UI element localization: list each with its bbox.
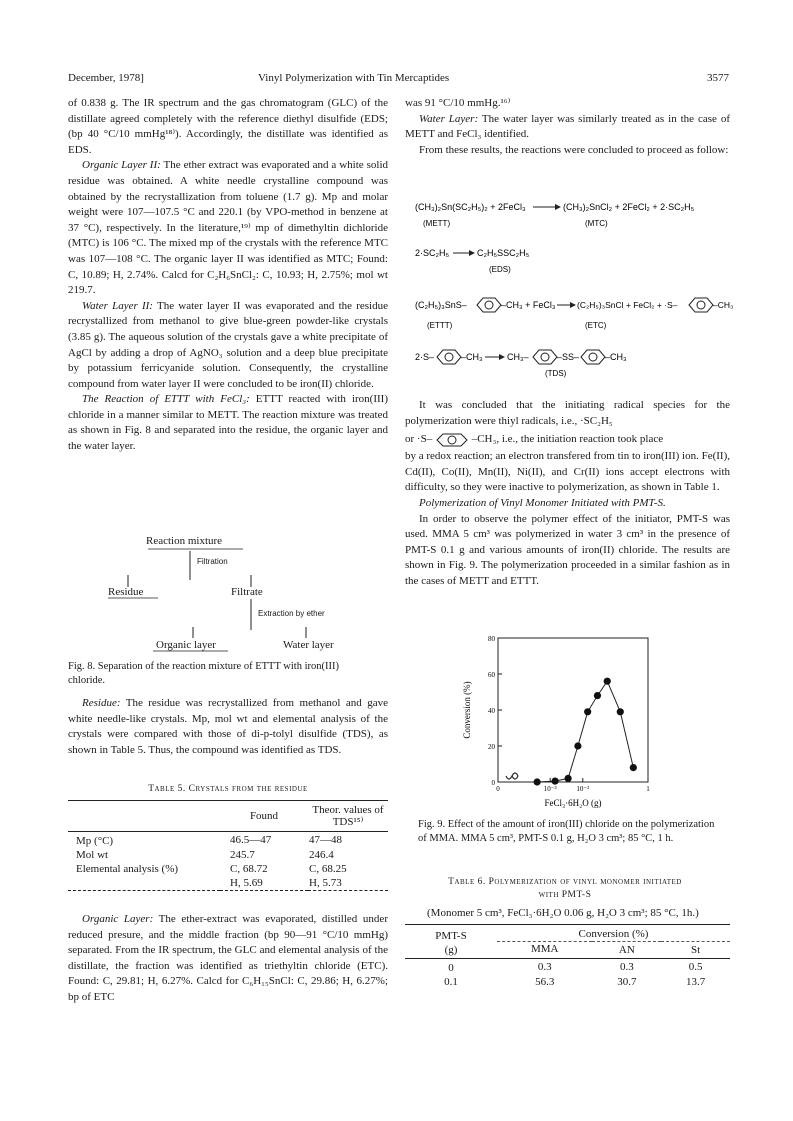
reaction-3 xyxy=(415,298,733,330)
paragraph-text: The water layer was similarly treated as in the case of METT and FeCl₃ identified. xyxy=(405,112,730,141)
flow-residue: Residue xyxy=(108,586,144,598)
table-6-grid xyxy=(405,924,730,989)
paragraph-text: ETTT reacted with iron(III) chloride in a manner similar to METT. The reaction mixture was treated as shown in Fig. 8 and separated into the residue, the organic layer and the water layer. xyxy=(68,393,388,453)
col-label: PMT-S xyxy=(435,930,467,942)
col-st: St xyxy=(661,942,730,959)
table-row xyxy=(68,862,388,876)
figure-8-caption: Fig. 8. Separation of the reaction mixture of ETTT with iron(III) chloride. xyxy=(68,661,339,686)
row-label: Mp (°C) xyxy=(76,835,114,847)
cell-pmt: 0 xyxy=(448,962,454,974)
cell-theor: 47—48 xyxy=(309,834,342,846)
flow-organic-layer: Organic layer xyxy=(156,639,216,651)
reaction-1 xyxy=(415,202,695,228)
col-unit: (g) xyxy=(444,944,458,956)
paragraph-organic-layer-ii xyxy=(68,158,388,298)
data-point xyxy=(604,678,611,685)
figure-8-flowchart xyxy=(68,535,388,695)
paragraph-bp-etc: was 91 °C/10 mmHg.¹⁶⁾ xyxy=(405,97,511,109)
table-row xyxy=(68,876,388,891)
paragraph-water-layer xyxy=(405,112,730,143)
row-label: Elemental analysis (%) xyxy=(76,863,179,875)
cell-theor: C, 68.25 xyxy=(309,863,347,875)
cell-st: 0.5 xyxy=(688,961,703,973)
y-tick-label: 20 xyxy=(488,743,495,751)
figure-9-chart xyxy=(440,630,680,820)
scheme-text: (EDS) xyxy=(489,265,511,274)
reaction-scheme xyxy=(405,192,735,392)
cell-found: 46.5—47 xyxy=(230,834,272,846)
scheme-text: 2·SC₂H₅ xyxy=(415,248,450,258)
left-column-mid xyxy=(68,696,388,758)
col-mma: MMA xyxy=(497,942,592,959)
paragraph-initiating-radical: It was concluded that the initiating radical species for the polymerization were thiyl radicals, i.e., ·SC₂H₅ xyxy=(405,399,730,427)
cell-mma: 0.3 xyxy=(537,961,552,973)
scheme-text: –SS– xyxy=(557,352,580,362)
scheme-text: 2·S– xyxy=(415,352,435,362)
x-tick-label: 10⁻² xyxy=(576,785,590,793)
paragraph-residue xyxy=(68,696,388,758)
row-label: Mol wt xyxy=(76,849,109,861)
left-column-bottom xyxy=(68,912,388,1006)
data-point xyxy=(617,708,624,715)
col-an: AN xyxy=(592,942,661,959)
scheme-text: (ETTT) xyxy=(427,321,453,330)
cell-found: 245.7 xyxy=(230,849,255,861)
y-tick-label: 40 xyxy=(488,707,495,715)
paragraph-ettt-reaction xyxy=(68,392,388,454)
paragraph-edsstatus: of 0.838 g. The IR spectrum and the gas chromatogram (GLC) of the distillate agreed completely with the reference diethyl disulfide (EDS; (bp 40 °C/10 mmHg¹⁸⁾). Accordingly, the distillate was identified as EDS. xyxy=(68,97,388,156)
cell-an: 0.3 xyxy=(619,961,634,973)
scheme-text: C₂H₅SSC₂H₅ xyxy=(477,248,530,258)
scheme-text: (C₂H₅)₃SnS– xyxy=(415,300,467,310)
paragraph-water-layer-ii xyxy=(68,299,388,393)
paragraph-text: –CH₃, i.e., the initiation reaction took place xyxy=(471,433,664,446)
flow-water-layer: Water layer xyxy=(283,639,334,651)
paragraph-text: The residue was recrystallized from methanol and gave white needle-like crystals. Mp, mol wt and elemental analysis of the crystals were compared with those of di-p-tolyl disulfide (TDS), as shown in Table 5. Thus, the compound was identified as TDS. xyxy=(68,697,388,756)
cell-found: H, 5.69 xyxy=(230,877,263,889)
cell-theor: H, 5.73 xyxy=(309,877,342,889)
flow-reaction-mixture: Reaction mixture xyxy=(146,535,223,547)
paragraph-text: The water layer II was evaporated and the residue recrystallized from methanol to give blue-green powder-like crystals (3.85 g). The aqueous solution of the crystals gave a white precipitate of AgCl by adding a drop of AgNO₃ solution and a deep blue precipitate by potassium ferricyanide solution. Consequently, the crystalline compound from water layer II were concluded to be iron(II) chloride. xyxy=(68,299,388,390)
paragraph-text: or ·S– xyxy=(405,433,433,446)
paragraph-pmts: In order to observe the polymer effect of the initiator, PMT-S was used. MMA 5 cm³ was polymerized in water 3 cm³ in the presence of PMT-S 0.1 g and various amounts of iron(II) chloride. The results are shown in Fig. 9. The polymerization proceeded in a similar fashion as in the cases of METT and ETTT. xyxy=(405,512,730,587)
benzene-ring-icon xyxy=(437,350,461,364)
scheme-text: (MTC) xyxy=(585,219,608,228)
cell-mma: 56.3 xyxy=(535,976,555,988)
running-header-title: Vinyl Polymerization with Tin Mercaptides xyxy=(258,72,450,84)
paragraph-redox: by a redox reaction; an electron transfered from tin to iron(III) ion. Fe(II), Cd(II), Co(II), Mn(II), Ni(II), and Cr(II) ions accept electrons with difficulty, so they were inactive to polymerization, as shown in Table 1. xyxy=(405,450,730,494)
y-tick-label: 60 xyxy=(488,671,495,679)
section-head: Water Layer: xyxy=(419,112,479,125)
table-5-col-theor: Theor. values of TDS¹⁵⁾ xyxy=(312,804,384,828)
cell-st: 13.7 xyxy=(685,976,706,988)
scheme-text: CH₃– xyxy=(507,352,529,362)
table-row xyxy=(405,959,730,976)
flow-filtration: Filtration xyxy=(197,557,228,566)
table-row xyxy=(405,975,730,989)
scheme-text: –CH₃ xyxy=(713,300,734,310)
x-tick-label: 0 xyxy=(496,785,500,793)
scheme-text: –CH₃ xyxy=(461,352,483,362)
table-5-title: Table 5. Crystals from the residue xyxy=(148,784,308,794)
plot-frame xyxy=(498,638,648,782)
cell-found: C, 68.72 xyxy=(230,863,268,875)
table-6-col-conv: Conversion (%) xyxy=(578,928,649,940)
table-5 xyxy=(68,784,388,891)
table-row xyxy=(68,832,388,849)
paragraph-conclusion: From these results, the reactions were concluded to proceed as follow: xyxy=(419,143,729,156)
cell-pmt: 0.1 xyxy=(444,976,458,988)
section-head: Polymerization of Vinyl Monomer Initiated with PMT-S. xyxy=(419,496,666,509)
table-6-title: Table 6. Polymerization of vinyl monomer initiated with PMT-S xyxy=(448,877,682,900)
scheme-text: –CH₃ + FeCl₃ xyxy=(501,300,556,310)
scheme-text: (ETC) xyxy=(585,321,607,330)
reaction-4 xyxy=(415,350,627,378)
right-column-mid xyxy=(405,398,730,590)
table-6-col-pmt xyxy=(405,925,497,959)
table-6 xyxy=(405,876,730,989)
x-axis-label: FeCl₃·6H₂O (g) xyxy=(544,798,602,808)
benzene-ring-icon xyxy=(477,298,501,312)
table-6-subtitle: (Monomer 5 cm³, FeCl₃·6H₂O 0.06 g, H₂O 3 cm³; 85 °C, 1h.) xyxy=(427,907,699,919)
benzene-ring-icon xyxy=(689,298,713,312)
axis-break-mark xyxy=(506,773,518,779)
section-head: Residue: xyxy=(82,697,121,709)
scheme-text: (METT) xyxy=(423,219,451,228)
section-head: Organic Layer II: xyxy=(82,159,161,172)
y-axis-label: Conversion (%) xyxy=(462,681,472,739)
section-head: The Reaction of ETTT with FeCl₃: xyxy=(82,393,250,406)
x-tick-label: 10⁻³ xyxy=(543,785,557,793)
data-point xyxy=(565,775,572,782)
table-5-grid xyxy=(68,800,388,891)
paragraph-organic-layer xyxy=(68,912,388,1006)
benzene-ring-icon xyxy=(581,350,605,364)
figure-9-caption: Fig. 9. Effect of the amount of iron(III) chloride on the polymerization of MMA. MMA 5 cm³, PMT-S 0.1 g, H₂O 3 cm³; 85 °C, 1 h. xyxy=(418,819,715,844)
right-column-top xyxy=(405,96,730,158)
data-point xyxy=(630,764,637,771)
data-point xyxy=(551,778,558,785)
running-header-date: December, 1978] xyxy=(68,72,144,84)
paragraph-text: The ether-extract was evaporated, distilled under reduced presure, and the middle fraction (bp 90—91 °C/10 mmHg) separated. From the IR spectrum, the GLC and elemental analysis of the distillate, the fraction was identified as triethyltin chloride (ETC). Found: C, 29.81; H, 6.27%. Calcd for C₆H₁₅SnCl: C, 29.86; H, 6.27%; bp of ETC xyxy=(68,913,388,1003)
paragraph-text: The ether extract was evaporated and a white solid residue was obtained. A white needle crystalline compound was obtained by the recrystallization from toluene (1.7 g). Mp and molar weight were 107—107.5 °C and 220.1 (by VPO-method in benzene at 37 °C), respectively. In the literature,¹⁹⁾ mp of dimethyltin dichloride (MTC) is 106 °C. The mixed mp of the crystals with the reference MTC was 107—108 °C. The organic layer II was identified as MTC; Found: C, 10.89; H, 2.74%. Calcd for C₂H₆SnCl₂: C, 10.93; H, 2.75%; mol wt 219.7. xyxy=(68,159,388,297)
table-5-col-found: Found xyxy=(249,810,279,822)
scheme-text: –CH₃ xyxy=(605,352,627,362)
benzene-ring-icon xyxy=(533,350,557,364)
reaction-2 xyxy=(415,248,530,274)
cell-an: 30.7 xyxy=(617,976,637,988)
y-tick-label: 80 xyxy=(488,635,495,643)
scheme-text: (TDS) xyxy=(545,369,567,378)
y-tick-label: 0 xyxy=(491,779,495,787)
flow-extraction: Extraction by ether xyxy=(258,609,325,618)
data-point xyxy=(534,778,541,785)
scheme-text: (CH₃)₂Sn(SC₂H₅)₂ + 2FeCl₃ xyxy=(415,202,526,212)
left-column-top xyxy=(68,96,388,455)
section-head: Organic Layer: xyxy=(82,913,154,925)
x-tick-label: 1 xyxy=(646,785,650,793)
cell-theor: 246.4 xyxy=(309,849,334,861)
table-row xyxy=(68,848,388,862)
scheme-text: (C₂H₅)₃SnCl + FeCl₂ + ·S– xyxy=(577,300,678,310)
data-point xyxy=(584,708,591,715)
page-number: 3577 xyxy=(707,72,729,84)
series-line xyxy=(508,681,634,782)
benzene-ring-icon xyxy=(435,433,469,447)
flow-filtrate: Filtrate xyxy=(231,586,263,598)
row-label xyxy=(68,876,220,891)
data-point xyxy=(594,692,601,699)
paragraph-initiating-radical-cont xyxy=(405,429,730,449)
scheme-text: (CH₃)₂SnCl₂ + 2FeCl₂ + 2·SC₂H₅ xyxy=(563,202,695,212)
data-point xyxy=(574,742,581,749)
section-head: Water Layer II: xyxy=(82,299,153,312)
paragraph-pmts-head xyxy=(405,496,730,512)
